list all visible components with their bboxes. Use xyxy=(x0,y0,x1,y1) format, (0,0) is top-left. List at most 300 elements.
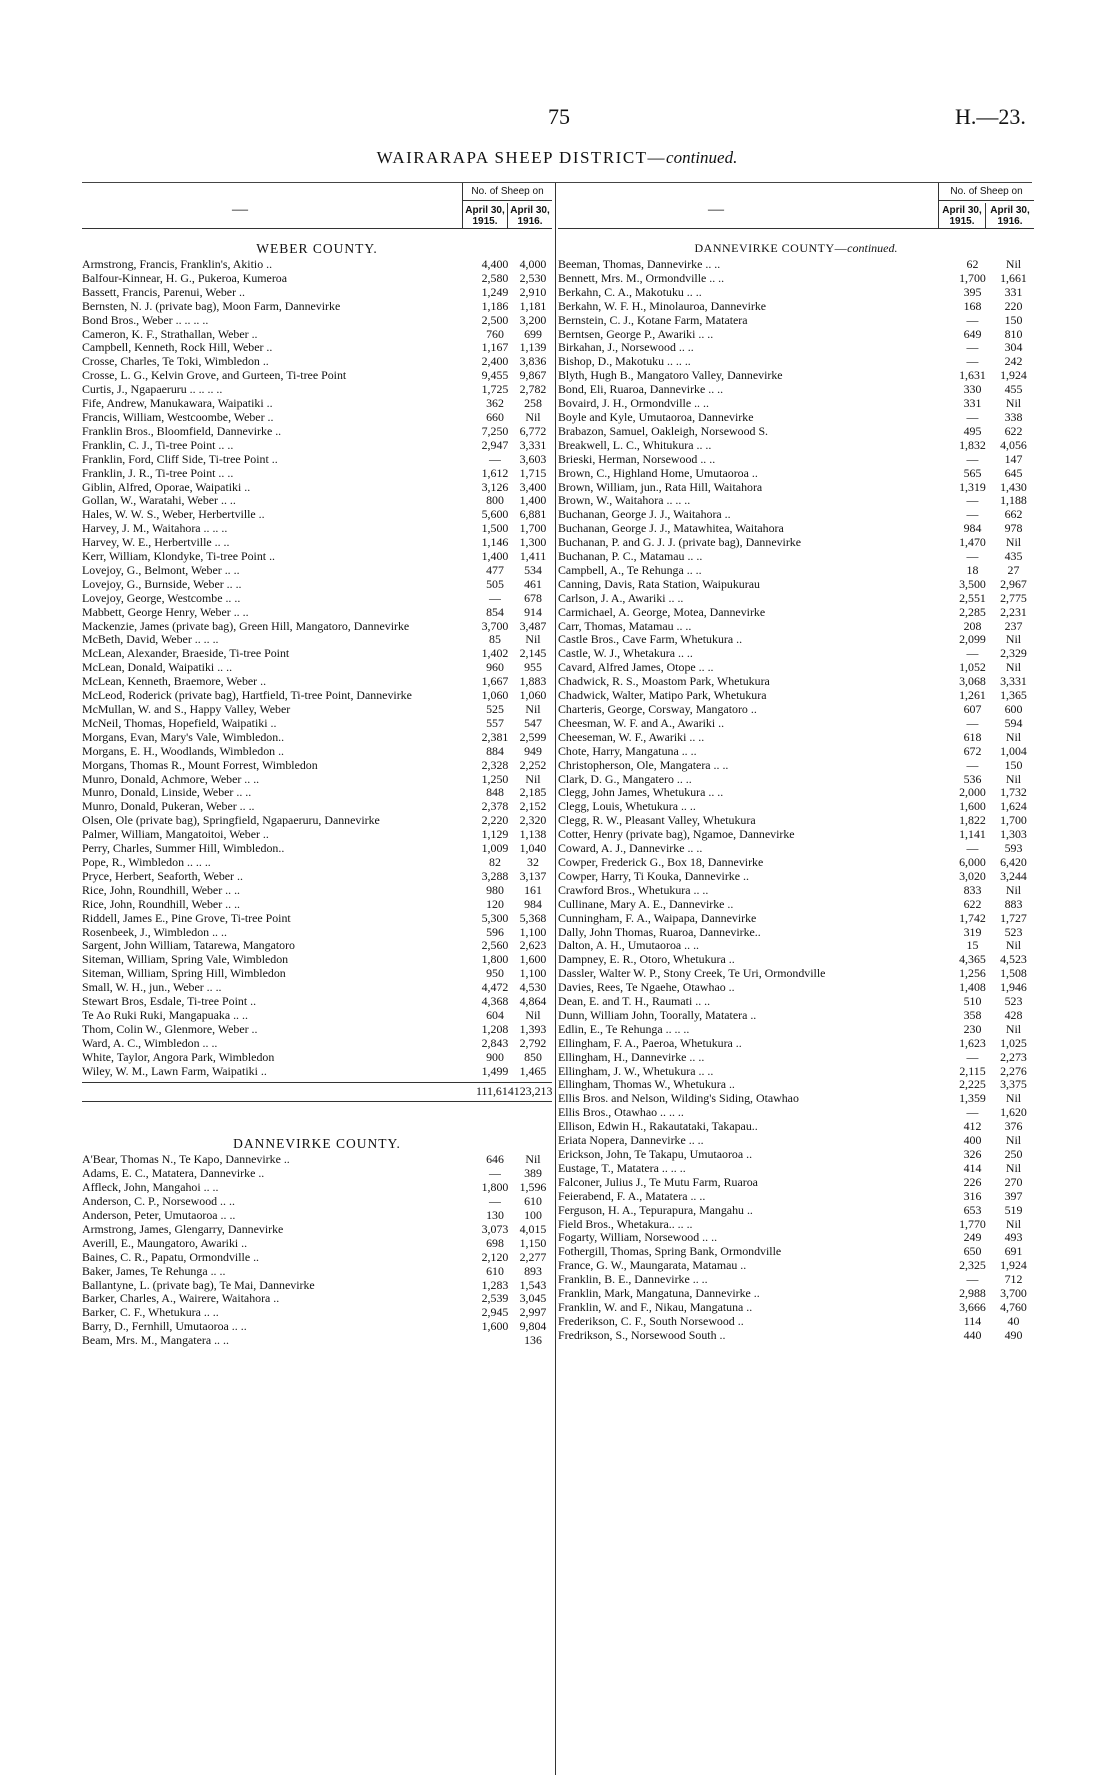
sheep-1916: 6,420 xyxy=(1000,854,1027,869)
table-row xyxy=(82,1037,552,1051)
sheep-1916: Nil xyxy=(1005,535,1022,550)
table-row xyxy=(558,508,1034,522)
sheep-1916: 1,508 xyxy=(1000,966,1027,981)
sheep-1915: 2,000 xyxy=(959,785,986,800)
sheep-1916: 331 xyxy=(1004,284,1023,299)
sheep-1915: 395 xyxy=(963,284,982,299)
sheep-1915: 960 xyxy=(486,660,504,675)
header-blank: — xyxy=(708,201,724,218)
table-row xyxy=(558,286,1034,300)
owner-name: Davies, Rees, Te Ngaehe, Otawhao .. xyxy=(558,981,735,995)
sheep-1915: — xyxy=(966,493,979,508)
sheep-1915: 2,225 xyxy=(959,1077,986,1092)
owner-name: Curtis, J., Ngapaeruru .. .. .. .. xyxy=(82,383,223,397)
table-row xyxy=(558,745,1034,759)
owner-name: Dean, E. and T. H., Raumati .. .. xyxy=(558,995,711,1009)
dannevirke-rows-right xyxy=(558,258,1034,1343)
sheep-1916: 258 xyxy=(524,396,542,411)
owner-name: Blyth, Hugh B., Mangatoro Valley, Dannevirke xyxy=(558,369,783,383)
sheep-1916: 1,400 xyxy=(519,493,547,508)
sheep-1915: 1,009 xyxy=(481,841,509,856)
sheep-1915: 1,256 xyxy=(959,966,986,981)
sheep-1915: 1,667 xyxy=(481,674,509,689)
table-row xyxy=(558,675,1034,689)
sheep-1916: Nil xyxy=(1005,938,1022,953)
sheep-1915: 2,945 xyxy=(481,1305,509,1320)
owner-name: Riddell, James E., Pine Grove, Ti-tree Point xyxy=(82,911,291,925)
sheep-1916: 3,331 xyxy=(1000,674,1027,689)
table-row xyxy=(558,1329,1034,1343)
sheep-1916: Nil xyxy=(525,771,541,786)
owner-name: Kerr, William, Klondyke, Ti-tree Point .. xyxy=(82,550,276,564)
owner-name: McNeil, Thomas, Hopefield, Waipatiki .. xyxy=(82,716,277,730)
sheep-1916: 3,045 xyxy=(519,1291,547,1306)
sheep-1915: 2,539 xyxy=(481,1291,509,1306)
sheep-1915: 984 xyxy=(963,521,982,536)
sheep-1915: 2,099 xyxy=(959,632,986,647)
sheep-1916: 3,375 xyxy=(1000,1077,1027,1092)
sheep-1916: 5,368 xyxy=(519,910,547,925)
owner-name: McBeth, David, Weber .. .. .. xyxy=(82,633,219,647)
sheep-1915: 833 xyxy=(963,882,982,897)
sheep-1916: 2,530 xyxy=(519,270,547,285)
table-row xyxy=(82,1051,552,1065)
owner-name: Munro, Donald, Linside, Weber .. .. xyxy=(82,786,252,800)
sheep-1916: 9,804 xyxy=(519,1319,547,1334)
table-row xyxy=(82,314,552,328)
sheep-1916: 1,924 xyxy=(1000,368,1027,383)
sheep-1915: 120 xyxy=(486,896,504,911)
table-row xyxy=(558,383,1034,397)
sheep-1916: 547 xyxy=(524,715,542,730)
sheep-1915: 1,060 xyxy=(481,688,509,703)
sheep-1915: — xyxy=(966,451,979,466)
sheep-1915: 1,250 xyxy=(481,771,509,786)
sheep-1915: 649 xyxy=(963,326,982,341)
sheep-1915: 1,770 xyxy=(959,1216,986,1231)
sheep-1916: 523 xyxy=(1004,924,1023,939)
owner-name: Falconer, Julius J., Te Mutu Farm, Ruaroa xyxy=(558,1175,758,1189)
sheep-1916: 147 xyxy=(1004,451,1023,466)
sheep-1915: 3,500 xyxy=(959,576,986,591)
sheep-1915: 319 xyxy=(963,924,982,939)
table-row xyxy=(82,272,552,286)
dannevirke-heading: DANNEVIRKE COUNTY. xyxy=(233,1136,401,1152)
sheep-1916: 3,700 xyxy=(1000,1286,1027,1301)
owner-name: Franklin Bros., Bloomfield, Dannevirke .. xyxy=(82,424,282,438)
owner-name: Stewart Bros, Esdale, Ti-tree Point .. xyxy=(82,995,257,1009)
sheep-1916: 6,881 xyxy=(519,507,547,522)
table-row xyxy=(558,1315,1034,1329)
table-row xyxy=(558,1231,1034,1245)
sheep-1915: 495 xyxy=(963,423,982,438)
sheep-1915: 618 xyxy=(963,729,982,744)
sheep-1916: Nil xyxy=(525,1152,541,1167)
table-row xyxy=(558,773,1034,787)
sheep-1916: 691 xyxy=(1004,1244,1023,1259)
table-row xyxy=(558,341,1034,355)
sheep-1915: 249 xyxy=(963,1230,982,1245)
table-row xyxy=(82,397,552,411)
table-row xyxy=(558,731,1034,745)
owner-name: Charteris, George, Corsway, Mangatoro .. xyxy=(558,703,757,716)
table-row xyxy=(558,814,1034,828)
sheep-1915: 316 xyxy=(963,1188,982,1203)
sheep-1916: 389 xyxy=(524,1166,542,1181)
sheep-1915: 130 xyxy=(486,1208,504,1222)
sheep-1915: — xyxy=(489,1194,501,1209)
owner-name: Barry, D., Fernhill, Umutaoroa .. .. xyxy=(82,1320,247,1334)
table-row xyxy=(558,926,1034,940)
sheep-1916: 810 xyxy=(1004,326,1023,341)
owner-name: Brieski, Herman, Norsewood .. .. xyxy=(558,452,716,466)
owner-name: Bassett, Francis, Parenui, Weber .. xyxy=(82,285,245,299)
table-row xyxy=(82,661,552,675)
sheep-1916: 2,252 xyxy=(519,757,547,772)
sheep-1915: 950 xyxy=(486,966,504,981)
owner-name: Anderson, C. P., Norsewood .. .. xyxy=(82,1195,235,1209)
table-row xyxy=(82,1065,552,1079)
owner-name: Cameron, K. F., Strathallan, Weber .. xyxy=(82,327,258,341)
owner-name: Bond Bros., Weber .. .. .. .. xyxy=(82,313,209,327)
sheep-1916: 1,365 xyxy=(1000,688,1027,703)
sheep-1916: 4,523 xyxy=(1000,952,1027,967)
owner-name: Cavard, Alfred James, Otope .. .. xyxy=(558,661,714,675)
sheep-1915: 610 xyxy=(486,1263,504,1278)
owner-name: Chadwick, Walter, Matipo Park, Whetukura xyxy=(558,689,767,703)
owner-name: Sargent, John William, Tatarewa, Mangatoro xyxy=(82,939,296,953)
table-row xyxy=(82,1306,552,1320)
table-row xyxy=(558,592,1034,606)
owner-name: Castle Bros., Cave Farm, Whetukura .. xyxy=(558,633,743,647)
sheep-1915: 848 xyxy=(486,785,504,800)
sheep-1916: 455 xyxy=(1004,382,1023,397)
table-row xyxy=(82,1167,552,1181)
owner-name: Buchanan, P. C., Matamau .. .. xyxy=(558,550,703,564)
owner-name: France, G. W., Maungarata, Matamau .. xyxy=(558,1259,747,1273)
sheep-1916: 4,530 xyxy=(519,980,547,995)
owner-name: Baines, C. R., Papatu, Ormondville .. xyxy=(82,1250,260,1264)
table-row xyxy=(558,564,1034,578)
sheep-1915: — xyxy=(966,409,979,424)
table-row xyxy=(82,481,552,495)
table-row xyxy=(82,1320,552,1334)
table-row xyxy=(82,926,552,940)
owner-name: Cullinane, Mary A. E., Dannevirke .. xyxy=(558,897,734,911)
owner-name: Munro, Donald, Achmore, Weber .. .. xyxy=(82,772,260,786)
owner-name: Crosse, Charles, Te Toki, Wimbledon .. xyxy=(82,355,269,369)
sheep-1915: 1,402 xyxy=(481,646,509,661)
owner-name: Lovejoy, G., Burnside, Weber .. .. xyxy=(82,577,242,591)
table-row xyxy=(82,1279,552,1293)
sheep-1915: 5,600 xyxy=(481,507,509,522)
owner-name: Berkahn, C. A., Makotuku .. .. xyxy=(558,285,702,299)
sheep-1916: 220 xyxy=(1004,298,1023,313)
sheep-1916: Nil xyxy=(1005,1091,1022,1106)
total-1915: 111,614 xyxy=(476,1084,514,1099)
sheep-1915: 7,250 xyxy=(481,423,509,438)
dannevirke-rows-left xyxy=(82,1153,552,1348)
sheep-1915: 362 xyxy=(486,396,504,411)
owner-name: Cheesman, W. F. and A., Awariki .. xyxy=(558,716,725,730)
sheep-1916: 1,303 xyxy=(1000,827,1027,842)
owner-name: Erickson, John, Te Takapu, Umutaoroa .. xyxy=(558,1148,753,1161)
table-row xyxy=(82,564,552,578)
table-row xyxy=(558,870,1034,884)
sheep-1915: 557 xyxy=(486,715,504,730)
owner-name: Cunningham, F. A., Waipapa, Dannevirke xyxy=(558,911,757,925)
table-row xyxy=(558,842,1034,856)
sheep-1916: 1,620 xyxy=(1000,1105,1027,1120)
table-row xyxy=(82,703,552,717)
sheep-1916: 4,000 xyxy=(519,257,547,271)
sheep-1915: 4,365 xyxy=(959,952,986,967)
owner-name: McLean, Alexander, Braeside, Ti-tree Point xyxy=(82,647,290,661)
sheep-1916: 914 xyxy=(524,604,542,619)
table-row xyxy=(558,536,1034,550)
owner-name: Chote, Harry, Mangatuna .. .. xyxy=(558,744,697,758)
sheep-1916: Nil xyxy=(1005,1216,1022,1231)
owner-name: Ellis Bros., Otawhao .. .. .. xyxy=(558,1106,684,1120)
owner-name: Dampney, E. R., Otoro, Whetukura .. xyxy=(558,953,735,967)
table-row xyxy=(558,953,1034,967)
sheep-1915: 505 xyxy=(486,576,504,591)
sheep-1915: 653 xyxy=(963,1202,982,1217)
owner-name: Armstrong, James, Glengarry, Dannevirke xyxy=(82,1222,284,1236)
sheep-1915: 854 xyxy=(486,604,504,619)
header-1916: April 30, 1916. xyxy=(510,205,550,227)
heading-main: DANNEVIRKE COUNTY— xyxy=(694,241,848,255)
table-row xyxy=(558,467,1034,481)
sheep-1915: 1,319 xyxy=(959,479,986,494)
sheep-1915: 2,220 xyxy=(481,813,509,828)
owner-name: Pope, R., Wimbledon .. .. .. xyxy=(82,855,211,869)
sheep-1915: 168 xyxy=(963,298,982,313)
sheep-1916: 1,715 xyxy=(519,465,547,480)
table-row xyxy=(558,1065,1034,1079)
table-row xyxy=(82,1223,552,1237)
table-row xyxy=(558,355,1034,369)
title-main: WAIRARAPA SHEEP DISTRICT— xyxy=(376,148,667,167)
sheep-1916: 6,772 xyxy=(519,423,547,438)
owner-name: Dalton, A. H., Umutaoroa .. .. xyxy=(558,939,700,953)
sheep-1916: 2,320 xyxy=(519,813,547,828)
table-row xyxy=(558,912,1034,926)
owner-name: Birkahan, J., Norsewood .. .. xyxy=(558,341,694,355)
table-row xyxy=(558,1134,1034,1148)
owner-name: Gollan, W., Waratahi, Weber .. .. xyxy=(82,494,236,508)
owner-name: Carmichael, A. George, Motea, Dannevirke xyxy=(558,605,766,619)
header-blank: — xyxy=(232,201,248,218)
owner-name: Bernstein, C. J., Kotane Farm, Matatera xyxy=(558,313,748,327)
owner-name: Field Bros., Whetakura.. .. .. xyxy=(558,1217,693,1231)
sheep-1915: 4,400 xyxy=(481,257,509,271)
owner-name: Morgans, Thomas R., Mount Forrest, Wimbledon xyxy=(82,758,318,772)
sheep-1916: 678 xyxy=(524,590,542,605)
sheep-1915: 114 xyxy=(963,1313,982,1328)
owner-name: Giblin, Alfred, Oporae, Waipatiki .. xyxy=(82,480,251,494)
sheep-1916: Nil xyxy=(1005,1160,1022,1175)
sheep-1916: 2,273 xyxy=(1000,1049,1027,1064)
sheep-1916: 136 xyxy=(524,1333,542,1348)
sheep-1916: 376 xyxy=(1004,1119,1023,1134)
table-row xyxy=(82,508,552,522)
table-row xyxy=(82,425,552,439)
owner-name: Ellingham, J. W., Whetukura .. .. xyxy=(558,1064,714,1078)
sheep-1916: 594 xyxy=(1004,715,1023,730)
sheep-1916: Nil xyxy=(1005,257,1022,271)
sheep-1916: 1,150 xyxy=(519,1235,547,1250)
sheep-1915: 1,400 xyxy=(481,549,509,564)
table-row xyxy=(82,870,552,884)
table-row xyxy=(558,1273,1034,1287)
sheep-1916: 397 xyxy=(1004,1188,1023,1203)
weber-total-row xyxy=(82,1082,552,1102)
sheep-1915: 1,359 xyxy=(959,1091,986,1106)
owner-name: Christopherson, Ole, Mangatera .. .. xyxy=(558,758,729,772)
table-row xyxy=(558,1162,1034,1176)
owner-name: Fife, Andrew, Manukawara, Waipatiki .. xyxy=(82,397,273,411)
table-row xyxy=(82,494,552,508)
sheep-1916: 1,946 xyxy=(1000,980,1027,995)
table-row xyxy=(558,1092,1034,1106)
sheep-1916: 1,732 xyxy=(1000,785,1027,800)
owner-name: Palmer, William, Mangatoitoi, Weber .. xyxy=(82,828,269,842)
sheep-1916: 27 xyxy=(1007,562,1020,577)
sheep-1916: Nil xyxy=(525,1007,541,1022)
sheep-1915: 477 xyxy=(486,562,504,577)
sheep-1916: 3,836 xyxy=(519,354,547,369)
sheep-1915: 1,500 xyxy=(481,521,509,536)
sheep-1915: 1,261 xyxy=(959,688,986,703)
sheep-1915: 412 xyxy=(963,1119,982,1134)
left-column xyxy=(82,183,552,1348)
sheep-1915: 2,400 xyxy=(481,354,509,369)
table-row xyxy=(82,550,552,564)
owner-name: Harvey, J. M., Waitahora .. .. .. xyxy=(82,522,228,536)
owner-name: Ellingham, H., Dannevirke .. .. xyxy=(558,1050,705,1064)
owner-name: Franklin, J. R., Ti-tree Point .. .. xyxy=(82,466,234,480)
sheep-1915: 525 xyxy=(486,702,504,716)
sheep-1915: 4,368 xyxy=(481,994,509,1009)
table-row xyxy=(558,522,1034,536)
owner-name: Te Ao Ruki Ruki, Mangapuaka .. .. xyxy=(82,1008,248,1022)
table-row xyxy=(558,606,1034,620)
table-row xyxy=(558,1009,1034,1023)
table-row xyxy=(82,1209,552,1223)
table-row xyxy=(558,647,1034,661)
table-row xyxy=(82,1334,552,1348)
owner-name: Eustage, T., Matatera .. .. .. xyxy=(558,1161,686,1175)
header-1916: April 30, 1916. xyxy=(990,205,1030,227)
sheep-1916: 1,600 xyxy=(519,952,547,967)
sheep-1915: — xyxy=(489,451,501,466)
owner-name: Rice, John, Roundhill, Weber .. .. xyxy=(82,883,241,897)
table-row xyxy=(558,786,1034,800)
table-row xyxy=(558,494,1034,508)
owner-name: Barker, C. F., Whetukura .. .. xyxy=(82,1306,219,1320)
owner-name: Balfour-Kinnear, H. G., Pukeroa, Kumeroa xyxy=(82,271,287,285)
sheep-1916: Nil xyxy=(525,702,541,716)
owner-name: Dassler, Walter W. P., Stony Creek, Te Uri, Ormondville xyxy=(558,967,826,981)
table-row xyxy=(82,578,552,592)
owner-name: Frederikson, C. F., South Norsewood .. xyxy=(558,1314,744,1328)
table-row xyxy=(82,773,552,787)
table-row xyxy=(558,939,1034,953)
header-group: No. of Sheep on xyxy=(463,186,552,201)
sheep-1915: — xyxy=(966,841,979,856)
sheep-1915: 230 xyxy=(963,1021,982,1036)
sheep-1916: 2,997 xyxy=(519,1305,547,1320)
sheep-1916: 40 xyxy=(1007,1313,1020,1328)
owner-name: Cotter, Henry (private bag), Ngamoe, Dannevirke xyxy=(558,828,795,842)
table-row xyxy=(82,606,552,620)
sheep-1916: 338 xyxy=(1004,409,1023,424)
sheep-1916: 1,596 xyxy=(519,1180,547,1195)
owner-name: Anderson, Peter, Umutaoroa .. .. xyxy=(82,1209,236,1222)
sheep-1916: 523 xyxy=(1004,994,1023,1009)
owner-name: Brown, W., Waitahora .. .. .. xyxy=(558,494,691,508)
table-row xyxy=(82,300,552,314)
table-row xyxy=(82,355,552,369)
owner-name: Adams, E. C., Matatera, Dannevirke .. xyxy=(82,1167,265,1181)
table-row xyxy=(82,912,552,926)
sheep-1916: 2,329 xyxy=(1000,646,1027,661)
table-row xyxy=(558,1176,1034,1190)
sheep-1916: 600 xyxy=(1004,702,1023,716)
table-row xyxy=(82,745,552,759)
owner-name: Brown, William, jun., Rata Hill, Waitahora xyxy=(558,480,763,494)
table-row xyxy=(558,717,1034,731)
sheep-1916: 1,138 xyxy=(519,827,547,842)
sheep-1915: 3,288 xyxy=(481,868,509,883)
owner-name: Clegg, Louis, Whetukura .. .. xyxy=(558,800,696,814)
sheep-1915: 3,700 xyxy=(481,618,509,633)
table-row xyxy=(558,661,1034,675)
sheep-1915: — xyxy=(966,1049,979,1064)
sheep-1915: 2,500 xyxy=(481,312,509,327)
owner-name: Boyle and Kyle, Umutaoroa, Dannevirke xyxy=(558,410,754,424)
sheep-1915: 2,843 xyxy=(481,1035,509,1050)
sheep-1916: 2,599 xyxy=(519,729,547,744)
title-continued: continued. xyxy=(666,148,738,167)
sheep-1916: 428 xyxy=(1004,1007,1023,1022)
table-row xyxy=(82,439,552,453)
sheep-1915: 330 xyxy=(963,382,982,397)
sheep-1916: Nil xyxy=(525,632,541,647)
sheep-1916: 2,775 xyxy=(1000,590,1027,605)
sheep-1915: 1,623 xyxy=(959,1035,986,1050)
sheep-1915: 440 xyxy=(963,1327,982,1342)
table-row xyxy=(558,272,1034,286)
sheep-1916: 2,910 xyxy=(519,284,547,299)
sheep-1915: 1,129 xyxy=(481,827,509,842)
table-row xyxy=(82,1195,552,1209)
owner-name: Brabazon, Samuel, Oakleigh, Norsewood S. xyxy=(558,424,769,438)
sheep-1915: 1,742 xyxy=(959,910,986,925)
sheep-1915: 4,472 xyxy=(481,980,509,995)
owner-name: Cowper, Frederick G., Box 18, Dannevirke xyxy=(558,855,764,869)
table-row xyxy=(82,953,552,967)
sheep-1915: 672 xyxy=(963,743,982,758)
table-row xyxy=(558,995,1034,1009)
sheep-1915: 2,285 xyxy=(959,604,986,619)
header-group: No. of Sheep on xyxy=(939,186,1034,201)
owner-name: Small, W. H., jun., Weber .. .. xyxy=(82,981,222,995)
sheep-1915: 1,600 xyxy=(481,1319,509,1334)
owner-name: Fredrikson, S., Norsewood South .. xyxy=(558,1328,726,1342)
table-row xyxy=(558,1148,1034,1162)
